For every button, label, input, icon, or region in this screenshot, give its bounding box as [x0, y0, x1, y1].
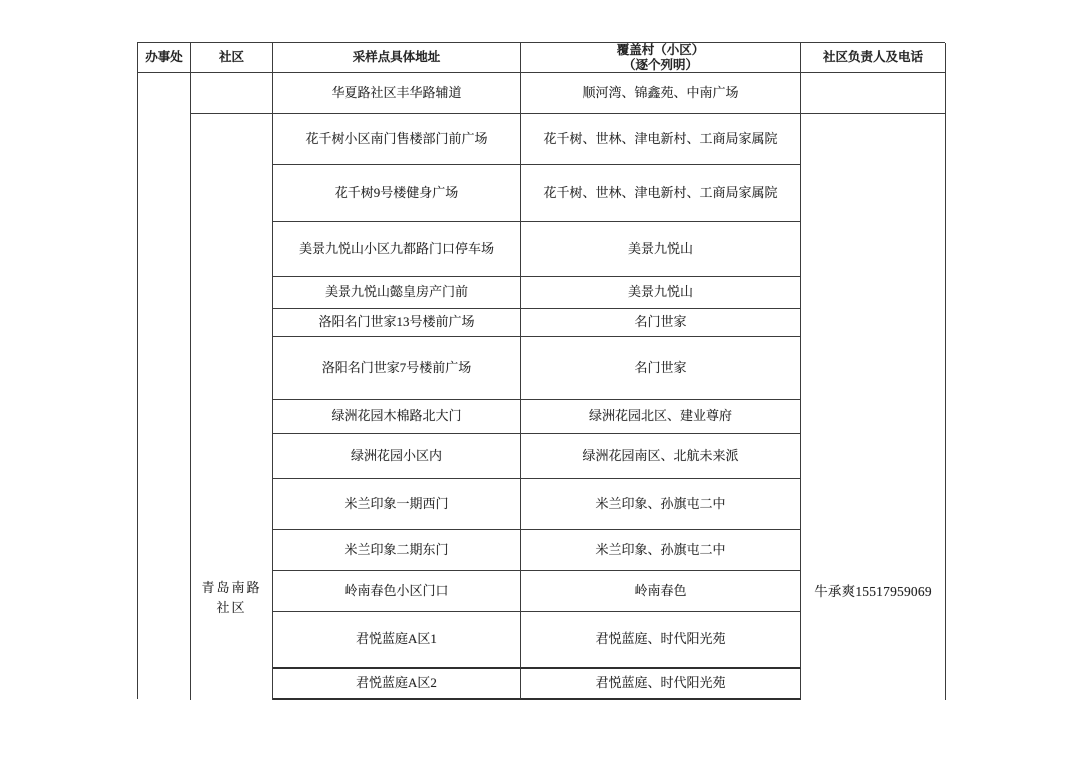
table-row-address: 华夏路社区丰华路辅道: [273, 73, 521, 114]
table-row-address: 米兰印象一期西门: [273, 479, 521, 530]
community-empty-cell: [191, 73, 273, 114]
table-row-address: 君悦蓝庭A区2: [273, 669, 521, 700]
header-community-label: 社区: [218, 50, 244, 65]
table-row-address: 洛阳名门世家13号楼前广场: [273, 309, 521, 337]
table-row-address: 米兰印象二期东门: [273, 530, 521, 571]
community-merged-cell: [191, 114, 273, 700]
header-coverage-line2: （逐个列明）: [622, 57, 698, 72]
header-community: [191, 43, 273, 73]
table-row-coverage: 名门世家: [521, 337, 801, 400]
table-row-address: 君悦蓝庭A区1: [273, 612, 521, 669]
header-coverage-line1: 覆盖村（小区）: [616, 43, 705, 58]
table-row-coverage: 顺河湾、锦鑫苑、中南广场: [521, 73, 801, 114]
table-row-address: 绿洲花园木棉路北大门: [273, 400, 521, 434]
table-row-coverage: 花千树、世林、津电新村、工商局家属院: [521, 165, 801, 222]
table-row-coverage: 米兰印象、孙旗屯二中: [521, 530, 801, 571]
table-row-address: 花千树9号楼健身广场: [273, 165, 521, 222]
table-row-coverage: 绿洲花园北区、建业尊府: [521, 400, 801, 434]
table-row-coverage: 君悦蓝庭、时代阳光苑: [521, 669, 801, 700]
office-merged-cell: [138, 73, 191, 700]
table-row-coverage: 绿洲花园南区、北航未来派: [521, 434, 801, 479]
header-contact-label: 社区负责人及电话: [822, 50, 923, 65]
table-row-address: 美景九悦山懿皇房产门前: [273, 277, 521, 309]
community-name: 青岛南路社区: [201, 580, 262, 615]
contact-merged-cell: [801, 114, 946, 700]
header-address-label: 采样点具体地址: [352, 50, 441, 65]
table-row-address: 岭南春色小区门口: [273, 571, 521, 612]
table-row-coverage: 君悦蓝庭、时代阳光苑: [521, 612, 801, 669]
table-row-address: 花千树小区南门售楼部门前广场: [273, 114, 521, 165]
table-row-coverage: 花千树、世林、津电新村、工商局家属院: [521, 114, 801, 165]
header-address: [273, 43, 521, 73]
table-row-address: 美景九悦山小区九都路门口停车场: [273, 222, 521, 277]
header-office: [138, 43, 191, 73]
table-row-coverage: 美景九悦山: [521, 277, 801, 309]
table-row-coverage: 米兰印象、孙旗屯二中: [521, 479, 801, 530]
table-row-address: 洛阳名门世家7号楼前广场: [273, 337, 521, 400]
contact-name-phone: 牛承爽15517959069: [814, 584, 932, 599]
header-contact: [801, 43, 946, 73]
table-row-coverage: 岭南春色: [521, 571, 801, 612]
header-office-label: 办事处: [145, 50, 183, 65]
sampling-points-table: [137, 42, 945, 699]
table-row-coverage: 美景九悦山: [521, 222, 801, 277]
table-row-address: 绿洲花园小区内: [273, 434, 521, 479]
header-coverage: [521, 43, 801, 73]
table-row-coverage: 名门世家: [521, 309, 801, 337]
contact-empty-cell: [801, 73, 946, 114]
